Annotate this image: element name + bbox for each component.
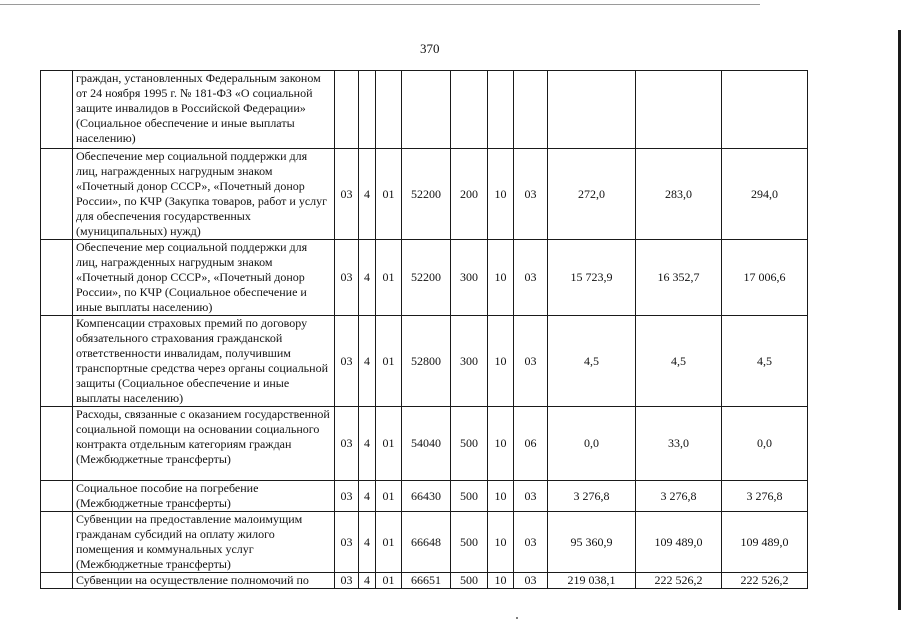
code-cell [359,71,376,149]
value-cell: 283,0 [636,149,722,240]
table-row [41,316,808,407]
table-row [41,407,808,481]
value-cell: 0,0 [548,407,636,481]
code-cell: 4 [359,481,376,512]
value-cell: 109 489,0 [722,512,808,573]
code-cell: 4 [359,573,376,589]
code-cell: 500 [451,573,488,589]
code-cell [488,71,514,149]
code-cell: 03 [514,316,548,407]
code-cell: 10 [488,407,514,481]
code-cell: 66648 [402,512,451,573]
table-row [41,573,808,589]
code-cell: 52800 [402,316,451,407]
row-number-cell [41,240,73,316]
code-cell: 03 [514,512,548,573]
value-cell: 3 276,8 [722,481,808,512]
description-cell: Обеспечение мер социальной поддержки для лиц, награжденных нагрудным знаком «Почетный донор СССР», «Почетный донор России», по КЧР (Закупка товаров, работ и услуг для обеспечения государственных (муниципальных) нужд) [73,149,335,240]
code-cell: 03 [514,240,548,316]
code-cell: 4 [359,149,376,240]
value-cell: 4,5 [722,316,808,407]
description-cell: Обеспечение мер социальной поддержки для лиц, награжденных нагрудным знаком «Почетный донор СССР», «Почетный донор России», по КЧР (Социальное обеспечение и иные выплаты населению) [73,240,335,316]
table-row [41,71,808,149]
code-cell [402,71,451,149]
code-cell: 500 [451,512,488,573]
description-cell: Расходы, связанные с оказанием государственной социальной помощи на основании социального контракта отдельным категориям граждан (Межбюджетные трансферты) [73,407,335,481]
code-cell: 06 [514,407,548,481]
code-cell: 03 [335,240,359,316]
row-number-cell [41,512,73,573]
code-cell: 03 [514,149,548,240]
value-cell: 272,0 [548,149,636,240]
table-row [41,512,808,573]
code-cell: 500 [451,481,488,512]
code-cell [451,71,488,149]
code-cell: 10 [488,481,514,512]
row-number-cell [41,407,73,481]
row-number-cell [41,71,73,149]
code-cell: 10 [488,573,514,589]
code-cell: 01 [376,512,402,573]
code-cell: 52200 [402,240,451,316]
code-cell: 66651 [402,573,451,589]
code-cell: 4 [359,512,376,573]
value-cell: 0,0 [722,407,808,481]
value-cell [636,71,722,149]
code-cell: 03 [335,481,359,512]
row-number-cell [41,316,73,407]
code-cell [514,71,548,149]
page-number: 370 [420,41,440,56]
value-cell: 16 352,7 [636,240,722,316]
row-number-cell [41,573,73,589]
code-cell: 10 [488,512,514,573]
value-cell [548,71,636,149]
value-cell: 219 038,1 [548,573,636,589]
value-cell: 3 276,8 [636,481,722,512]
code-cell [376,71,402,149]
description-cell: Социальное пособие на погребение (Межбюджетные трансферты) [73,481,335,512]
value-cell: 15 723,9 [548,240,636,316]
value-cell: 95 360,9 [548,512,636,573]
description-cell: Компенсации страховых премий по договору обязательного страхования гражданской ответственности инвалидам, получившим транспортные средства через органы социальной защиты (Социальное обеспечение и иные выплаты населению) [73,316,335,407]
value-cell: 109 489,0 [636,512,722,573]
value-cell: 4,5 [636,316,722,407]
row-number-cell [41,149,73,240]
code-cell: 500 [451,407,488,481]
code-cell: 10 [488,240,514,316]
code-cell: 4 [359,316,376,407]
code-cell: 01 [376,240,402,316]
code-cell: 01 [376,481,402,512]
scan-edge [898,30,901,610]
code-cell: 01 [376,407,402,481]
scan-speck [516,617,518,619]
code-cell: 4 [359,407,376,481]
value-cell: 33,0 [636,407,722,481]
description-cell: Субвенции на осуществление полномочий по [73,573,335,589]
row-number-cell [41,481,73,512]
code-cell: 03 [335,149,359,240]
code-cell: 01 [376,316,402,407]
code-cell: 03 [335,512,359,573]
code-cell: 01 [376,573,402,589]
table-row [41,240,808,316]
value-cell [722,71,808,149]
code-cell: 66430 [402,481,451,512]
code-cell: 4 [359,240,376,316]
value-cell: 3 276,8 [548,481,636,512]
value-cell: 17 006,6 [722,240,808,316]
value-cell: 4,5 [548,316,636,407]
budget-table [40,70,808,589]
code-cell: 54040 [402,407,451,481]
code-cell: 300 [451,316,488,407]
code-cell: 03 [335,573,359,589]
value-cell: 294,0 [722,149,808,240]
code-cell: 01 [376,149,402,240]
code-cell: 03 [335,316,359,407]
top-rule [0,4,760,5]
description-cell: Субвенции на предоставление малоимущим гражданам субсидий на оплату жилого помещения и коммунальных услуг (Межбюджетные трансферты) [73,512,335,573]
code-cell: 03 [514,481,548,512]
code-cell: 03 [514,573,548,589]
code-cell: 10 [488,316,514,407]
code-cell: 10 [488,149,514,240]
value-cell: 222 526,2 [636,573,722,589]
code-cell: 52200 [402,149,451,240]
table-row [41,149,808,240]
table-row [41,481,808,512]
code-cell: 300 [451,240,488,316]
code-cell: 200 [451,149,488,240]
value-cell: 222 526,2 [722,573,808,589]
code-cell [335,71,359,149]
code-cell: 03 [335,407,359,481]
description-cell: граждан, установленных Федеральным законом от 24 ноября 1995 г. № 181-ФЗ «О социальной защите инвалидов в Российской Федерации» (Социальное обеспечение и иные выплаты населению) [73,71,335,149]
